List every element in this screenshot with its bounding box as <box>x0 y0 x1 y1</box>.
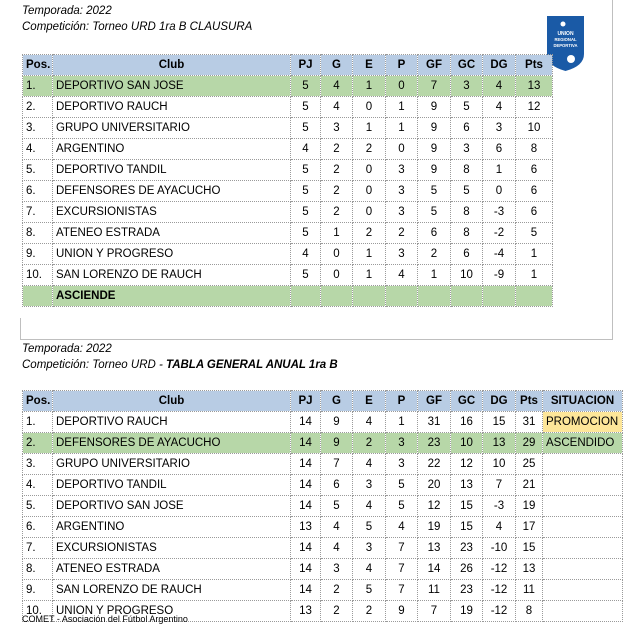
club-cell: UNION Y PROGRESO <box>53 244 291 265</box>
stat-cell: 11 <box>418 580 451 601</box>
stat-cell: 3 <box>451 76 483 97</box>
club-cell: GRUPO UNIVERSITARIO <box>53 118 291 139</box>
stat-cell: 2 <box>353 223 386 244</box>
stat-cell: 1 <box>516 265 553 286</box>
stat-cell: 14 <box>291 496 321 517</box>
stat-cell: 8 <box>516 139 553 160</box>
col-pts: Pts <box>516 391 543 412</box>
stat-cell: 13 <box>483 433 516 454</box>
table-row <box>23 538 623 559</box>
asciende-filler <box>291 286 321 307</box>
pos-cell: 2. <box>23 433 53 454</box>
stat-cell: 5 <box>451 97 483 118</box>
stat-cell: 25 <box>516 454 543 475</box>
pos-cell: 4. <box>23 139 53 160</box>
stat-cell: 6 <box>516 160 553 181</box>
table-row <box>23 433 623 454</box>
stat-cell: 13 <box>451 475 483 496</box>
stat-cell: 31 <box>418 412 451 433</box>
asciende-filler <box>418 286 451 307</box>
stat-cell: 2 <box>321 160 353 181</box>
stat-cell: 5 <box>291 181 321 202</box>
stat-cell: 8 <box>451 223 483 244</box>
stat-cell: 6 <box>451 118 483 139</box>
club-cell: DEPORTIVO SAN JOSE <box>53 76 291 97</box>
stat-cell: 3 <box>386 160 418 181</box>
stat-cell: -4 <box>483 244 516 265</box>
pos-cell: 8. <box>23 559 53 580</box>
stat-cell: 15 <box>483 412 516 433</box>
club-cell: ATENEO ESTRADA <box>53 559 291 580</box>
situacion-cell <box>543 475 623 496</box>
col-g: G <box>321 55 353 76</box>
stat-cell: 4 <box>386 265 418 286</box>
stat-cell: 2 <box>418 244 451 265</box>
annual-header-row <box>23 391 623 412</box>
stat-cell: 9 <box>418 118 451 139</box>
stat-cell: 26 <box>451 559 483 580</box>
stat-cell: 3 <box>321 118 353 139</box>
pos-cell: 9. <box>23 244 53 265</box>
logo-line3: DEPORTIVA <box>553 43 578 48</box>
stat-cell: -12 <box>483 601 516 622</box>
stat-cell: 4 <box>321 517 353 538</box>
stat-cell: 1 <box>353 76 386 97</box>
table-row <box>23 517 623 538</box>
stat-cell: 3 <box>353 475 386 496</box>
table-row <box>23 181 553 202</box>
club-cell: ARGENTINO <box>53 139 291 160</box>
stat-cell: 23 <box>451 538 483 559</box>
stat-cell: 6 <box>451 244 483 265</box>
stat-cell: 4 <box>321 97 353 118</box>
stat-cell: 1 <box>353 244 386 265</box>
stat-cell: 6 <box>321 475 353 496</box>
asciende-row <box>23 286 553 307</box>
col-e: E <box>353 391 386 412</box>
club-cell: DEPORTIVO SAN JOSE <box>53 496 291 517</box>
stat-cell: 0 <box>386 76 418 97</box>
stat-cell: 2 <box>321 181 353 202</box>
col-dg: DG <box>483 391 516 412</box>
asciende-filler <box>386 286 418 307</box>
stat-cell: 14 <box>291 538 321 559</box>
situacion-cell <box>543 517 623 538</box>
stat-cell: 5 <box>291 97 321 118</box>
stat-cell: 4 <box>386 517 418 538</box>
col-pj: PJ <box>291 391 321 412</box>
table-row <box>23 223 553 244</box>
stat-cell: 8 <box>451 160 483 181</box>
stat-cell: 9 <box>321 433 353 454</box>
stat-cell: 2 <box>321 139 353 160</box>
stat-cell: 5 <box>291 202 321 223</box>
stat-cell: 14 <box>418 559 451 580</box>
pos-cell: 8. <box>23 223 53 244</box>
asciende-filler <box>321 286 353 307</box>
club-cell: DEFENSORES DE AYACUCHO <box>53 181 291 202</box>
stat-cell: 0 <box>386 139 418 160</box>
stat-cell: 6 <box>516 202 553 223</box>
stat-cell: 3 <box>386 454 418 475</box>
table-row <box>23 244 553 265</box>
footer-text: COMET - Asociación del Fútbol Argentino <box>22 614 188 624</box>
stat-cell: 1 <box>516 244 553 265</box>
col-club: Club <box>53 55 291 76</box>
stat-cell: 5 <box>353 517 386 538</box>
stat-cell: 7 <box>386 538 418 559</box>
stat-cell: 5 <box>291 265 321 286</box>
situacion-cell <box>543 580 623 601</box>
stat-cell: 1 <box>321 223 353 244</box>
situacion-cell <box>543 601 623 622</box>
situacion-cell <box>543 538 623 559</box>
stat-cell: 7 <box>418 76 451 97</box>
stat-cell: 0 <box>353 97 386 118</box>
stat-cell: 7 <box>483 475 516 496</box>
table-row <box>23 475 623 496</box>
stat-cell: 20 <box>418 475 451 496</box>
stat-cell: 15 <box>451 517 483 538</box>
stat-cell: 7 <box>386 559 418 580</box>
col-g: G <box>321 391 353 412</box>
situacion-cell <box>543 496 623 517</box>
asciende-filler <box>451 286 483 307</box>
stat-cell: 11 <box>516 580 543 601</box>
stat-cell: 5 <box>418 202 451 223</box>
stat-cell: 12 <box>516 97 553 118</box>
club-cell: SAN LORENZO DE RAUCH <box>53 580 291 601</box>
asciende-filler <box>353 286 386 307</box>
stat-cell: 14 <box>291 580 321 601</box>
stat-cell: 16 <box>451 412 483 433</box>
table-row <box>23 160 553 181</box>
stat-cell: 0 <box>483 181 516 202</box>
situacion-cell <box>543 454 623 475</box>
club-cell: GRUPO UNIVERSITARIO <box>53 454 291 475</box>
stat-cell: 2 <box>321 202 353 223</box>
stat-cell: 1 <box>353 118 386 139</box>
pos-cell: 6. <box>23 181 53 202</box>
bottom-season: Temporada: 2022 <box>22 343 112 355</box>
col-dg: DG <box>483 55 516 76</box>
divider-left-top <box>20 318 21 340</box>
table-row <box>23 118 553 139</box>
stat-cell: 5 <box>291 76 321 97</box>
pos-cell: 1. <box>23 412 53 433</box>
stat-cell: -3 <box>483 202 516 223</box>
annual-table <box>22 390 623 622</box>
table-row <box>23 412 623 433</box>
stat-cell: -2 <box>483 223 516 244</box>
stat-cell: 2 <box>386 223 418 244</box>
logo-line1: UNION <box>557 31 574 37</box>
clausura-header-row <box>23 55 553 76</box>
club-cell: EXCURSIONISTAS <box>53 538 291 559</box>
table-row <box>23 265 553 286</box>
stat-cell: 1 <box>418 265 451 286</box>
stat-cell: 31 <box>516 412 543 433</box>
stat-cell: 3 <box>321 559 353 580</box>
pos-cell: 7. <box>23 538 53 559</box>
pos-cell: 7. <box>23 202 53 223</box>
stat-cell: 1 <box>386 412 418 433</box>
top-competition: Competición: Torneo URD 1ra B CLAUSURA <box>22 21 253 33</box>
stat-cell: 5 <box>291 223 321 244</box>
stat-cell: 5 <box>386 496 418 517</box>
stat-cell: 15 <box>451 496 483 517</box>
stat-cell: 3 <box>386 202 418 223</box>
stat-cell: 23 <box>451 580 483 601</box>
stat-cell: 7 <box>386 580 418 601</box>
stat-cell: 1 <box>483 160 516 181</box>
stat-cell: 6 <box>483 139 516 160</box>
situacion-cell <box>543 559 623 580</box>
divider-top-right <box>612 0 613 340</box>
stat-cell: 14 <box>291 454 321 475</box>
table-row <box>23 454 623 475</box>
stat-cell: 9 <box>418 139 451 160</box>
col-gc: GC <box>451 55 483 76</box>
stat-cell: 14 <box>291 475 321 496</box>
asciende-filler <box>483 286 516 307</box>
stat-cell: 9 <box>418 160 451 181</box>
stat-cell: 13 <box>291 601 321 622</box>
stat-cell: 2 <box>321 580 353 601</box>
stat-cell: 0 <box>321 244 353 265</box>
stat-cell: 3 <box>386 244 418 265</box>
stat-cell: -12 <box>483 580 516 601</box>
col-gc: GC <box>451 391 483 412</box>
stat-cell: 29 <box>516 433 543 454</box>
col-pos: Pos. <box>23 55 53 76</box>
stat-cell: 4 <box>353 559 386 580</box>
stat-cell: 4 <box>353 496 386 517</box>
col-pts: Pts <box>516 55 553 76</box>
stat-cell: 10 <box>451 433 483 454</box>
stat-cell: 5 <box>321 496 353 517</box>
bottom-competition <box>22 358 338 372</box>
col-club: Club <box>53 391 291 412</box>
stat-cell: 13 <box>516 559 543 580</box>
pos-cell: 2. <box>23 97 53 118</box>
asciende-filler-pos <box>23 286 53 307</box>
stat-cell: 13 <box>516 76 553 97</box>
stat-cell: 4 <box>353 454 386 475</box>
stat-cell: 4 <box>483 97 516 118</box>
pos-cell: 3. <box>23 454 53 475</box>
stat-cell: 13 <box>291 517 321 538</box>
stat-cell: 3 <box>386 181 418 202</box>
stat-cell: 9 <box>321 412 353 433</box>
col-gf: GF <box>418 55 451 76</box>
stat-cell: -9 <box>483 265 516 286</box>
stat-cell: 10 <box>483 454 516 475</box>
stat-cell: 3 <box>353 538 386 559</box>
stat-cell: 12 <box>418 496 451 517</box>
stat-cell: 4 <box>353 412 386 433</box>
stat-cell: 14 <box>291 559 321 580</box>
bottom-competition-bold: TABLA GENERAL ANUAL 1ra B <box>166 359 338 371</box>
stat-cell: 19 <box>516 496 543 517</box>
stat-cell: 8 <box>516 601 543 622</box>
stat-cell: 4 <box>321 538 353 559</box>
stat-cell: 21 <box>516 475 543 496</box>
stat-cell: 5 <box>386 475 418 496</box>
stat-cell: 17 <box>516 517 543 538</box>
bottom-competition-prefix: Competición: Torneo URD - <box>22 359 167 371</box>
pos-cell: 5. <box>23 160 53 181</box>
club-cell: ATENEO ESTRADA <box>53 223 291 244</box>
stat-cell: 3 <box>451 139 483 160</box>
stat-cell: 23 <box>418 433 451 454</box>
stat-cell: 1 <box>386 97 418 118</box>
stat-cell: 14 <box>291 433 321 454</box>
pos-cell: 9. <box>23 580 53 601</box>
stat-cell: 0 <box>321 265 353 286</box>
stat-cell: 2 <box>353 139 386 160</box>
stat-cell: 5 <box>291 160 321 181</box>
situacion-cell: PROMOCION <box>543 412 623 433</box>
logo-line2: REGIONAL <box>554 37 577 42</box>
stat-cell: 5 <box>516 223 553 244</box>
top-season: Temporada: 2022 <box>22 5 112 17</box>
club-cell: EXCURSIONISTAS <box>53 202 291 223</box>
stat-cell: 0 <box>353 181 386 202</box>
stat-cell: 4 <box>321 76 353 97</box>
stat-cell: 2 <box>353 433 386 454</box>
col-e: E <box>353 55 386 76</box>
club-cell: DEPORTIVO RAUCH <box>53 97 291 118</box>
stat-cell: 19 <box>418 517 451 538</box>
stat-cell: 2 <box>321 601 353 622</box>
stat-cell: 4 <box>483 517 516 538</box>
stat-cell: 5 <box>291 118 321 139</box>
club-cell: SAN LORENZO DE RAUCH <box>53 265 291 286</box>
col-p: P <box>386 55 418 76</box>
pos-cell: 5. <box>23 496 53 517</box>
stat-cell: 15 <box>516 538 543 559</box>
stat-cell: 1 <box>353 265 386 286</box>
club-cell: DEFENSORES DE AYACUCHO <box>53 433 291 454</box>
col-situacion: SITUACION <box>543 391 623 412</box>
col-pos: Pos. <box>23 391 53 412</box>
stat-cell: 5 <box>353 580 386 601</box>
stat-cell: 0 <box>353 202 386 223</box>
stat-cell: 6 <box>516 181 553 202</box>
clausura-table <box>22 54 553 307</box>
club-cell: ARGENTINO <box>53 517 291 538</box>
pos-cell: 10. <box>23 601 53 622</box>
stat-cell: 12 <box>451 454 483 475</box>
stat-cell: 5 <box>451 181 483 202</box>
stat-cell: 4 <box>483 76 516 97</box>
table-row <box>23 496 623 517</box>
stat-cell: 10 <box>451 265 483 286</box>
stat-cell: 3 <box>483 118 516 139</box>
stat-cell: -3 <box>483 496 516 517</box>
stat-cell: 6 <box>418 223 451 244</box>
stat-cell: 7 <box>321 454 353 475</box>
stat-cell: 1 <box>386 118 418 139</box>
situacion-cell: ASCENDIDO <box>543 433 623 454</box>
club-cell: DEPORTIVO TANDIL <box>53 160 291 181</box>
stat-cell: 3 <box>386 433 418 454</box>
stat-cell: 22 <box>418 454 451 475</box>
pos-cell: 4. <box>23 475 53 496</box>
pos-cell: 1. <box>23 76 53 97</box>
asciende-label: ASCIENDE <box>53 286 291 307</box>
stat-cell: 5 <box>418 181 451 202</box>
pos-cell: 3. <box>23 118 53 139</box>
table-row <box>23 202 553 223</box>
table-row <box>23 559 623 580</box>
stat-cell: 19 <box>451 601 483 622</box>
table-row <box>23 76 553 97</box>
club-cell: UNION Y PROGRESO <box>53 601 291 622</box>
club-cell: DEPORTIVO RAUCH <box>53 412 291 433</box>
stat-cell: -10 <box>483 538 516 559</box>
stat-cell: -12 <box>483 559 516 580</box>
stat-cell: 13 <box>418 538 451 559</box>
pos-cell: 6. <box>23 517 53 538</box>
table-row <box>23 580 623 601</box>
col-p: P <box>386 391 418 412</box>
stat-cell: 4 <box>291 244 321 265</box>
asciende-filler <box>516 286 553 307</box>
col-pj: PJ <box>291 55 321 76</box>
stat-cell: 8 <box>451 202 483 223</box>
club-cell: DEPORTIVO TANDIL <box>53 475 291 496</box>
divider-middle <box>20 339 613 340</box>
stat-cell: 9 <box>386 601 418 622</box>
stat-cell: 0 <box>353 160 386 181</box>
stat-cell: 10 <box>516 118 553 139</box>
col-gf: GF <box>418 391 451 412</box>
stat-cell: 4 <box>291 139 321 160</box>
pos-cell: 10. <box>23 265 53 286</box>
stat-cell: 9 <box>418 97 451 118</box>
table-row <box>23 97 553 118</box>
table-row <box>23 139 553 160</box>
stat-cell: 14 <box>291 412 321 433</box>
stat-cell: 7 <box>418 601 451 622</box>
stat-cell: 2 <box>353 601 386 622</box>
